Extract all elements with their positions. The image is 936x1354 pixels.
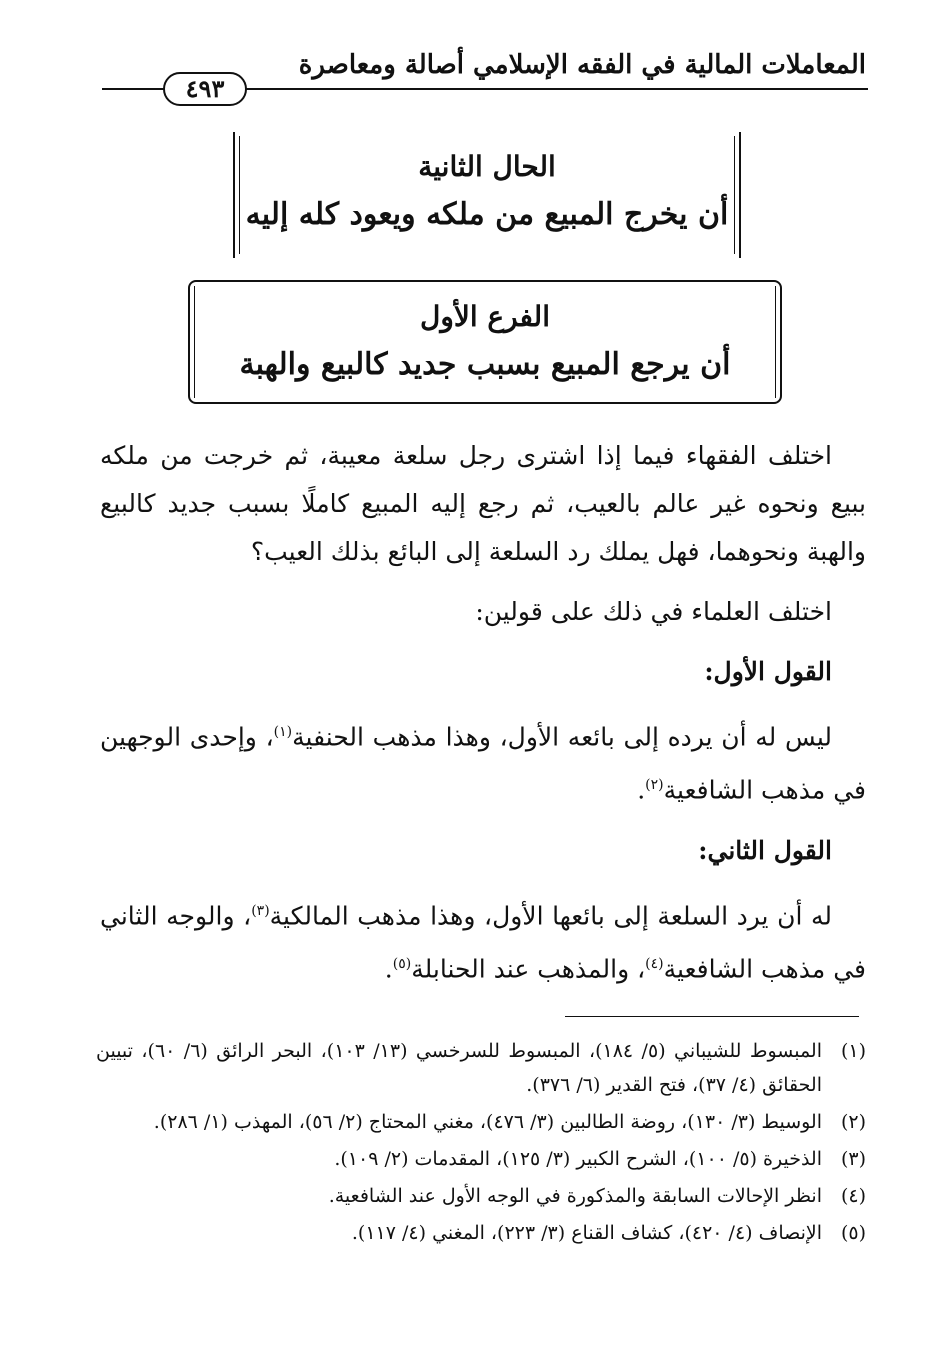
branch-subtitle: أن يرجع المبيع بسبب جديد كالبيع والهبة: [239, 347, 731, 382]
first-opinion-text-a: ليس له أن يرده إلى بائعه الأول، وهذا مذهب الحنفية: [292, 722, 833, 752]
page-number: ٤٩٣: [163, 72, 247, 106]
second-opinion-text-c: ، والمذهب عند الحنابلة: [411, 954, 646, 984]
footnote-ref-4[interactable]: (٤): [645, 955, 664, 972]
first-opinion-paragraph: [100, 708, 866, 815]
branch-title: الفرع الأول: [420, 300, 550, 333]
footnote-number: (٥): [840, 1222, 866, 1244]
footnote-number: (١): [840, 1040, 866, 1062]
footnote-text: الذخيرة (٥/ ١٠٠)، الشرح الكبير (٣/ ١٢٥)، المقدمات (٢/ ١٠٩).: [334, 1148, 822, 1170]
section-subtitle: أن يخرج المبيع من ملكه ويعود كله إليه: [245, 197, 729, 232]
footnote-ref-1[interactable]: (١): [273, 724, 293, 740]
first-opinion-heading: القول الأول:: [704, 657, 832, 686]
footnote-item: [96, 1105, 866, 1139]
footnote-item: [96, 1142, 866, 1176]
footnote-text: الوسيط (٣/ ١٣٠)، روضة الطالبين (٣/ ٤٧٦)، مغني المحتاج (٢/ ٥٦)، المهذب (١/ ٢٨٦).: [153, 1111, 822, 1133]
footnote-number: (٤): [840, 1185, 866, 1207]
footnote-item: [96, 1034, 866, 1102]
intro-paragraph: اختلف الفقهاء فيما إذا اشترى رجل سلعة معيبة، ثم خرجت من ملكه ببيع ونحوه غير عالم بالعيب، ثم رجع إليه المبيع كاملًا بسبب جديد كالبيع والهبة ونحوهما، فهل يملك رد السلعة إلى البائع بذلك العيب؟: [100, 441, 866, 566]
main-text: [100, 432, 866, 1005]
footnote-ref-2[interactable]: (٢): [645, 777, 664, 794]
footnote-ref-5[interactable]: (٥): [392, 955, 412, 972]
branch-heading-box: [188, 280, 782, 404]
second-opinion-paragraph: [100, 887, 866, 994]
footnote-item: [96, 1216, 866, 1250]
footnote-number: (٣): [840, 1148, 866, 1170]
footnote-text: انظر الإحالات السابقة والمذكورة في الوجه الأول عند الشافعية.: [328, 1185, 822, 1207]
footnote-text: الإنصاف (٤/ ٤٢٠)، كشاف القناع (٣/ ٢٢٣)، المغني (٤/ ١١٧).: [351, 1222, 822, 1244]
second-opinion-text-d: .: [384, 954, 393, 984]
second-opinion-heading: القول الثاني:: [698, 835, 832, 865]
first-opinion-text-c: .: [637, 775, 646, 805]
footnote-number: (٢): [840, 1111, 866, 1133]
second-opinion-text-a: له أن يرد السلعة إلى بائعها الأول، وهذا مذهب المالكية: [269, 900, 833, 930]
footnotes: [96, 1034, 866, 1253]
section-title: الحال الثانية: [418, 150, 556, 183]
footnote-separator: [565, 1016, 859, 1017]
footnote-ref-3[interactable]: (٣): [251, 902, 270, 919]
section-heading-box: [233, 132, 741, 258]
second-opinion-text-b: ، والوجه الثاني في مذهب الشافعية: [100, 900, 866, 984]
disagreement-paragraph: اختلف العلماء في ذلك على قولين:: [475, 597, 832, 626]
first-opinion-text-b: ، وإحدى الوجهين في مذهب الشافعية: [100, 722, 866, 805]
footnote-text: المبسوط للشيباني (٥/ ١٨٤)، المبسوط للسرخسي (١٣/ ١٠٣)، البحر الرائق (٦/ ٦٠)، تبيين الحقائق (٤/ ٣٧)، فتح القدير (٦/ ٣٧٦).: [96, 1040, 822, 1096]
footnote-item: [96, 1179, 866, 1213]
running-title: المعاملات المالية في الفقه الإسلامي أصالة ومعاصرة: [298, 50, 866, 80]
